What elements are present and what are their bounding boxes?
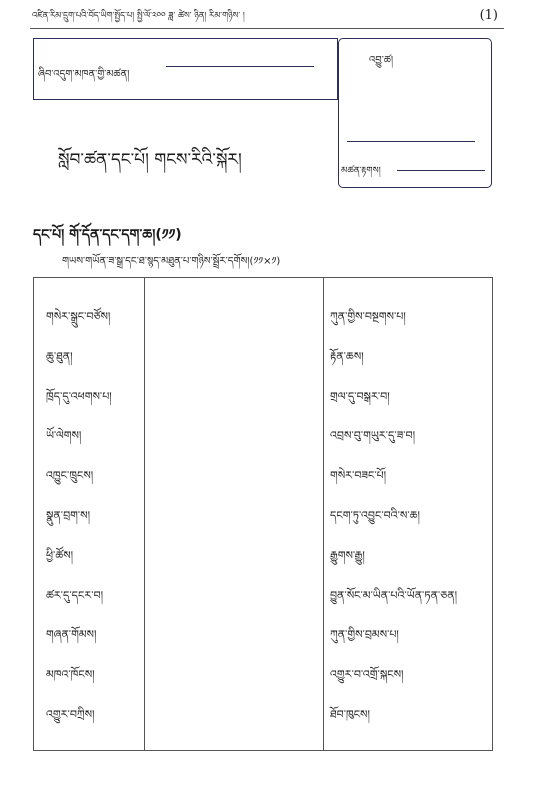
score-box xyxy=(338,38,492,188)
left-term: འཁྱུང་ཁྲུངས། xyxy=(46,469,94,483)
right-definition: ཐོབ་ཁུངས། xyxy=(330,708,370,721)
score-label: འབྱུ་ཚ། xyxy=(369,55,394,66)
student-name-line[interactable] xyxy=(166,66,314,67)
left-term: ཆུ་ཐུན། xyxy=(46,349,73,363)
left-term: གསེར་སྒྲུང་བཙོས། xyxy=(46,310,111,323)
section-heading: དང་པོ། གོ་དོན་དང་དག་ཆ།(༡༡) xyxy=(33,227,182,243)
page-header xyxy=(30,6,504,29)
lesson-title: སློབ་ཚན་དང་པོ། གངས་རིའི་སྐོར། xyxy=(58,150,242,170)
score-line[interactable] xyxy=(347,141,475,142)
student-name-box xyxy=(33,38,338,100)
right-definition: ཀུན་གྱིས་བྲམས་པ། xyxy=(330,628,399,642)
left-term: ཕྱི་ཚོས། xyxy=(46,548,74,562)
left-term: ཁྲོད་དུ་འཕགས་པ། xyxy=(46,389,112,403)
right-definition: གྲལ་དུ་བསྒར་བ། xyxy=(330,389,390,403)
student-name-label: ཞིབ་འདུག་མཁན་གྱི་མཚན། xyxy=(38,69,130,80)
left-term: ཡོ་ལེགས། xyxy=(46,429,82,443)
right-definition: བྱུན་སོང་མ་ཡིན་པའི་ཡོན་ཏན་ཅན། xyxy=(330,588,458,602)
right-definition: རྒྱུགས་རྒྱུ། xyxy=(330,548,365,562)
left-term: གཞན་གོམས། xyxy=(46,628,97,642)
header-text: འཛིན་རིམ་དྲུག་པའི་བོད་ཡིག་སྤྱོད་པ། སྤྱི་ལོ་༢༠༠ ཟླ་ ཚེས་ ཉིན། རིམ་གཉིས་ ། xyxy=(32,11,245,21)
column-divider xyxy=(144,278,145,750)
left-term: མཁའ་ཁོངས། xyxy=(46,668,95,682)
page-number: (1) xyxy=(479,8,498,23)
right-definition: དངག་ཏུ་འབྱུང་བའི་ས་ཆ། xyxy=(330,509,420,522)
matching-table xyxy=(33,277,493,751)
right-definition: འབྲས་བུ་གཡུར་དུ་ཟ་བ། xyxy=(330,429,416,443)
signature-line[interactable] xyxy=(397,170,485,171)
left-term: སྣུན་བྲག་ས། xyxy=(46,509,91,522)
left-term: འགྱུར་བཀྲིས། xyxy=(46,708,95,721)
right-definition: རྟོན་ཆས། xyxy=(330,349,364,363)
left-term: ཚར་དུ་དངར་བ། xyxy=(46,588,104,602)
right-definition: འགྱུར་བ་འགྲོ་སྐངས། xyxy=(330,668,404,682)
column-divider xyxy=(323,278,324,750)
section-instruction: གཡས་གཡོན་ཟ་སྒྲ་དང་ཐ་སྙད་མཐུན་པ་གཉིས་སྦྲོར་དགོས།(༡༡×༡) xyxy=(62,256,281,267)
signature-label: མཚན་རྟགས། xyxy=(341,166,381,176)
right-definition: གསེར་བཟང་པོ། xyxy=(330,469,387,483)
right-definition: ཀུན་གྱིས་བསྔགས་པ། xyxy=(330,310,406,323)
